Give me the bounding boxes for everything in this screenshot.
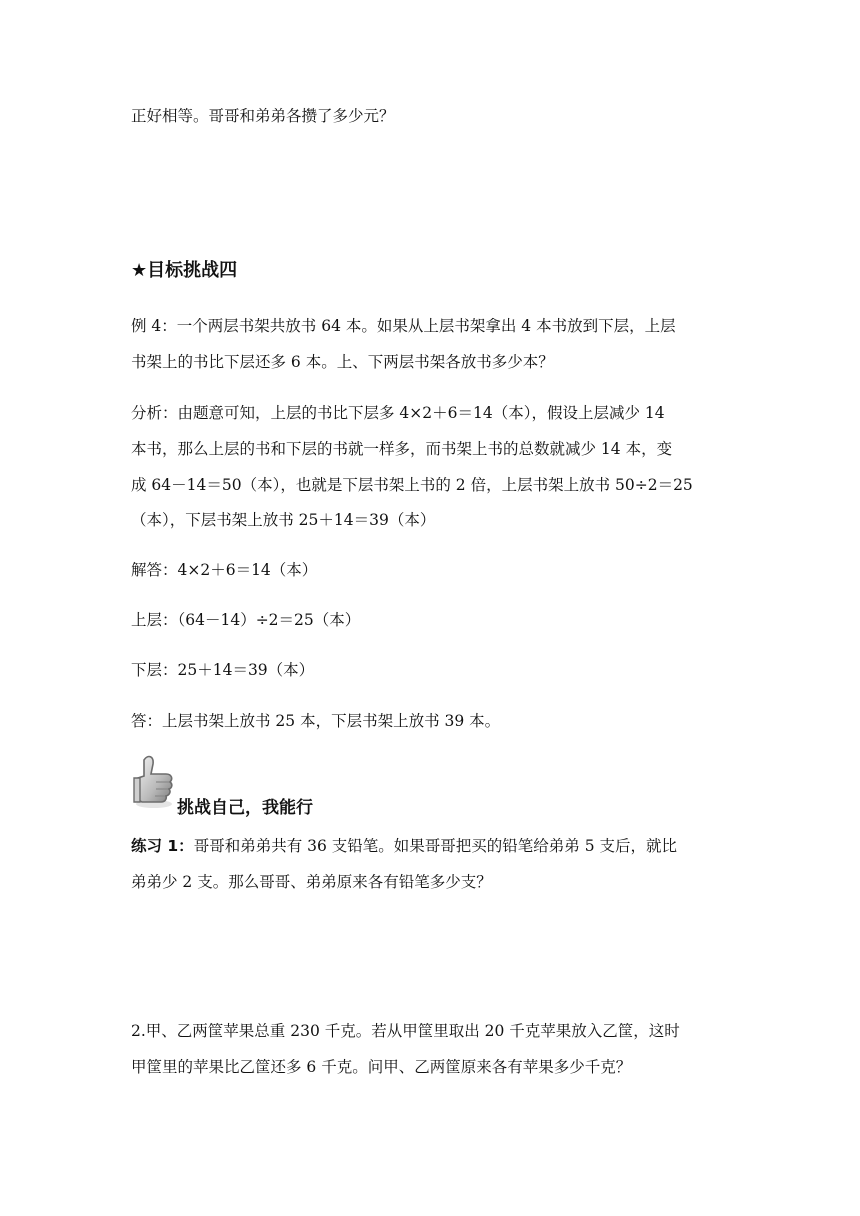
challenge-heading: 挑战自己，我能行: [177, 798, 313, 818]
analysis-line-4: （本），下层书架上放书 25＋14＝39（本）: [131, 511, 436, 529]
example-4-line-1: 例 4：一个两层书架共放书 64 本。如果从上层书架拿出 4 本书放到下层，上层: [131, 317, 676, 335]
analysis-line-1: 分析：由题意可知，上层的书比下层多 4×2＋6＝14（本），假设上层减少 14: [131, 404, 665, 422]
exercise-2-line-1: 2.甲、乙两筐苹果总重 230 千克。若从甲筐里取出 20 千克苹果放入乙筐，这时: [131, 1022, 680, 1040]
solution-line: 解答：4×2＋6＝14（本）: [131, 561, 318, 579]
exercise-2-line-2: 甲筐里的苹果比乙筐还多 6 千克。问甲、乙两筐原来各有苹果多少千克？: [131, 1058, 632, 1076]
analysis-line-2: 本书，那么上层的书和下层的书就一样多，而书架上书的总数就减少 14 本，变: [131, 440, 673, 458]
answer-line: 答：上层书架上放书 25 本，下层书架上放书 39 本。: [131, 712, 501, 730]
thumbs-up-icon: [130, 752, 178, 810]
example-4-line-2: 书架上的书比下层还多 6 本。上、下两层书架各放书多少本？: [131, 353, 554, 371]
upper-shelf-line: 上层：（64－14）÷2＝25（本）: [131, 611, 361, 629]
exercise-1-line-1: [131, 836, 677, 856]
previous-question-tail: 正好相等。哥哥和弟弟各攒了多少元？: [131, 107, 395, 125]
section-heading-challenge-4: ★目标挑战四: [131, 260, 238, 281]
exercise-1-label: 练习 1：: [131, 837, 194, 855]
analysis-line-3: 成 64－14＝50（本），也就是下层书架上书的 2 倍，上层书架上放书 50÷2＝25: [131, 476, 693, 494]
exercise-1-line-2: 弟弟少 2 支。那么哥哥、弟弟原来各有铅笔多少支？: [131, 873, 492, 891]
lower-shelf-line: 下层：25＋14＝39（本）: [131, 661, 315, 679]
exercise-1-text: 哥哥和弟弟共有 36 支铅笔。如果哥哥把买的铅笔给弟弟 5 支后，就比: [193, 837, 677, 855]
